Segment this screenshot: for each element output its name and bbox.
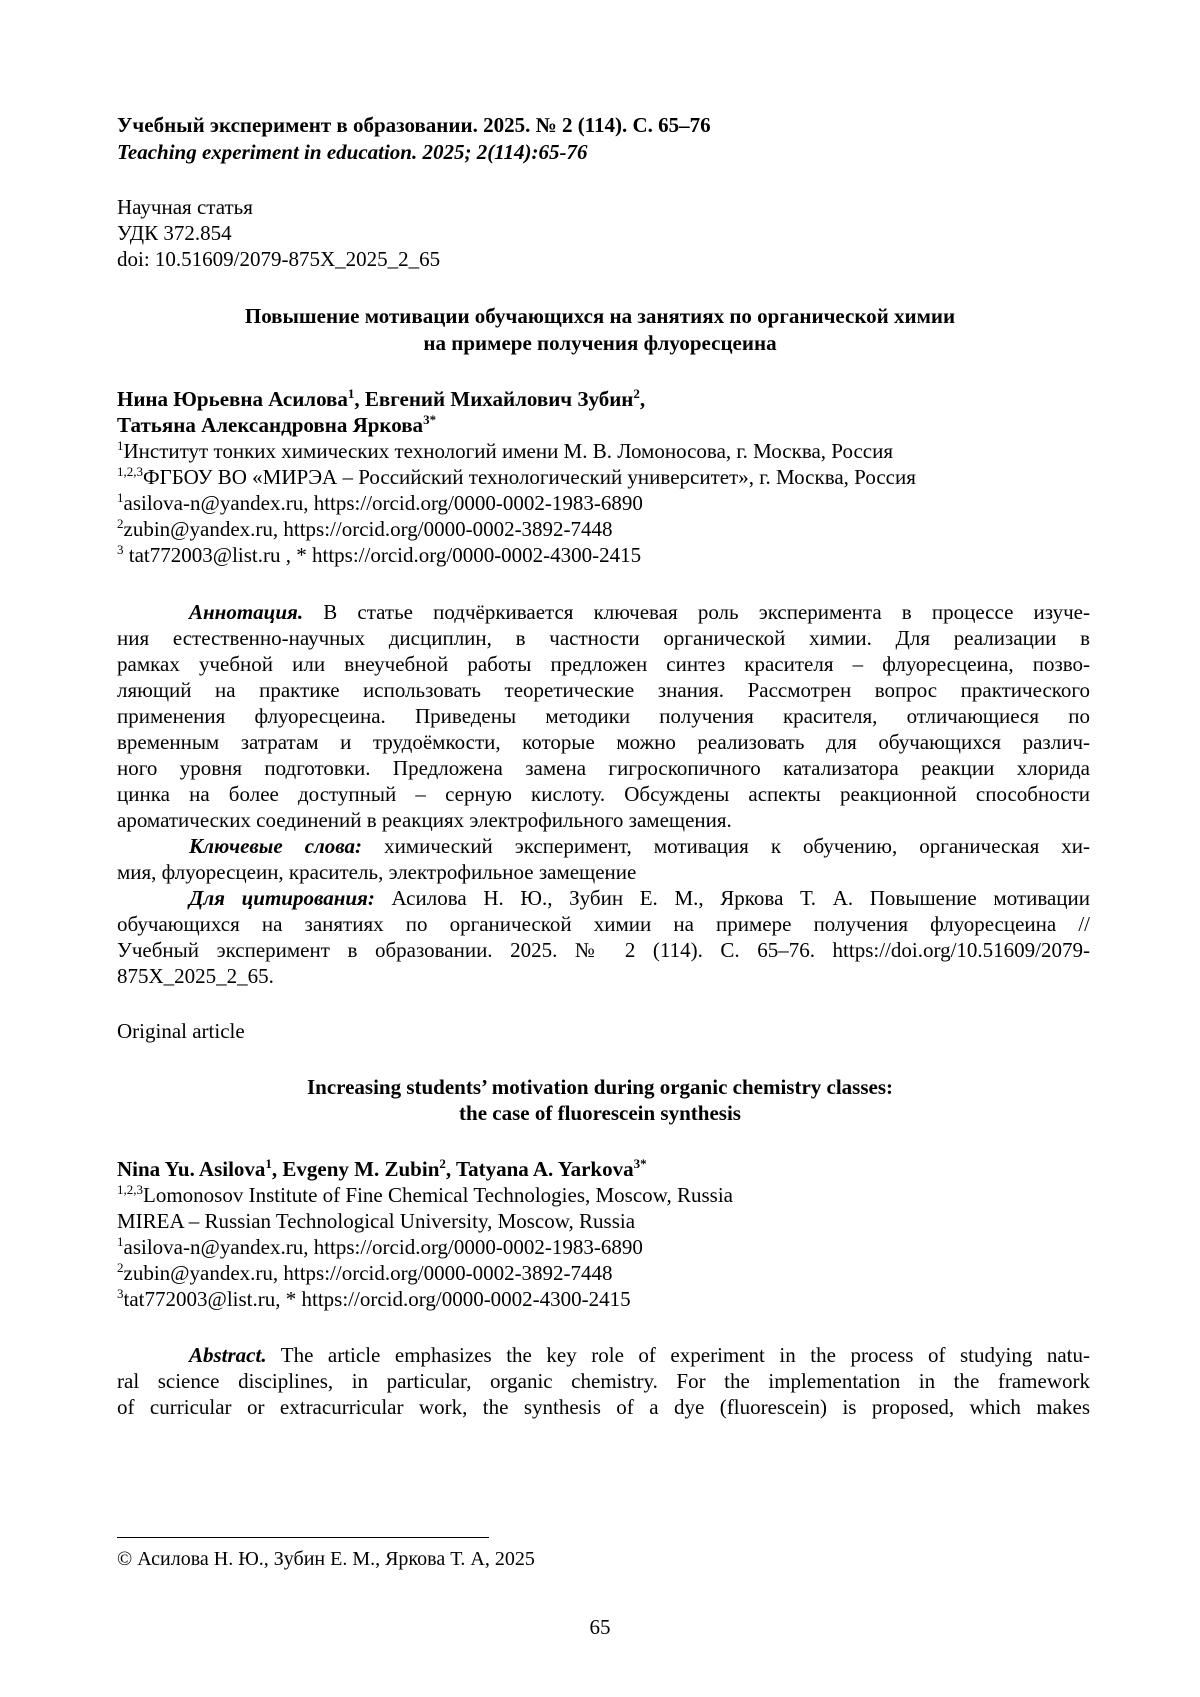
affiliation-ru — [117, 438, 893, 464]
citation-line: обучающихся на занятиях по органической химии на примере получения флуоресцеина // — [117, 912, 1090, 936]
abstract-ru-line: цинка на более доступный – серную кислоту. Обсуждены аспекты реакционной способности — [117, 782, 1090, 806]
article-type-en: Original article — [117, 1019, 245, 1043]
affiliation-sup: 2 — [117, 516, 124, 531]
title-ru-line2: на примере получения флуоресцеина — [423, 331, 777, 355]
authors-en: Nina Yu. Asilova$^1$, Evgeny M. Zubin$^2$, Tatyana A. Yarkova$^{3*}$ — [117, 1156, 647, 1181]
affiliation-en — [117, 1208, 635, 1234]
author-sup: 1 — [265, 1156, 272, 1171]
affiliation-text: Институт тонких химических технологий имени М. В. Ломоносова, г. Москва, Россия — [123, 439, 894, 463]
title-en-line2: the case of fluorescein synthesis — [459, 1101, 741, 1125]
title-ru-line1: Повышение мотивации обучающихся на занятиях по органической химии — [244, 304, 956, 328]
doi: doi: 10.51609/2079-875X_2025_2_65 — [117, 247, 441, 271]
affiliation-sup: 1,2,3 — [117, 464, 143, 479]
affiliation-text: tat772003@list.ru, * https://orcid.org/0000-0002-4300-2415 — [123, 1287, 631, 1311]
udk: УДК 372.854 — [117, 221, 232, 245]
affiliation-sup: 1 — [117, 490, 124, 505]
keywords-ru-line: Ключевые слова: химический эксперимент, мотивация к обучению, органическая хи- — [189, 834, 1090, 858]
affiliation-sup: 1 — [117, 1234, 124, 1249]
copyright: © Асилова Н. Ю., Зубин Е. М., Яркова Т. А, 2025 — [117, 1548, 535, 1570]
citation-line: 875X_2025_2_65. — [117, 964, 274, 988]
affiliation-sup: 2 — [117, 1260, 124, 1275]
abstract-ru-line: ароматических соединений в реакциях электрофильного замещения. — [117, 808, 732, 832]
abstract-en-line: Abstract. The article emphasizes the key role of experiment in the process of studying natu- — [189, 1343, 1090, 1367]
affiliation-sup: 1,2,3 — [117, 1182, 143, 1197]
abstract-en-line: ral science disciplines, in particular, organic chemistry. For the implementation in the framework — [117, 1369, 1090, 1393]
abstract-ru-line: Аннотация. В статье подчёркивается ключевая роль эксперимента в процессе изуче- — [189, 600, 1090, 624]
author-name: Нина Юрьевна Асилова — [117, 387, 348, 411]
affiliation-text: ФГБОУ ВО «МИРЭА – Российский технологический университет», г. Москва, Россия — [143, 465, 916, 489]
author-name: Татьяна Александровна Яркова — [117, 413, 424, 437]
citation-label: Для цитирования: — [189, 886, 375, 910]
title-en-line1: Increasing students’ motivation during organic chemistry classes: — [306, 1075, 894, 1099]
abstract-ru-line: ного уровня подготовки. Предложена замена гигроскопичного катализатора реакции хлорида — [117, 756, 1090, 780]
abstract-ru-line: временным затратам и трудоёмкости, которые можно реализовать для обучающихся различ- — [117, 730, 1090, 754]
affiliation-text: zubin@yandex.ru, https://orcid.org/0000-0002-3892-7448 — [123, 1261, 613, 1285]
affiliation-ru — [117, 516, 613, 542]
journal-title-ru: Учебный эксперимент в образовании. 2025. № 2 (114). С. 65–76 — [117, 113, 711, 137]
abstract-ru-line: применения флуоресцеина. Приведены методики получения красителя, отличающиеся по — [117, 704, 1090, 728]
author-name: Евгений Михайлович Зубин — [364, 387, 634, 411]
affiliation-ru — [117, 464, 916, 490]
affiliation-ru — [117, 542, 641, 568]
affiliation-text: zubin@yandex.ru, https://orcid.org/0000-0002-3892-7448 — [123, 517, 613, 541]
abstract-ru-line: рамках учебной или внеучебной работы предложен синтез красителя – флуоресцеина, позво- — [117, 652, 1090, 676]
affiliation-text: Lomonosov Institute of Fine Chemical Technologies, Moscow, Russia — [143, 1183, 733, 1207]
keywords-label-ru: Ключевые слова: — [189, 834, 363, 858]
author-name: Nina Yu. Asilova — [117, 1157, 266, 1181]
abstract-ru-line: ляющий на практике использовать теоретические знания. Рассмотрен вопрос практического — [117, 678, 1090, 702]
affiliation-text: tat772003@list.ru , * https://orcid.org/0000-0002-4300-2415 — [123, 543, 642, 567]
affiliation-sup: 3 — [117, 542, 124, 557]
abstract-label-ru: Аннотация. — [189, 600, 304, 624]
affiliation-en — [117, 1286, 631, 1312]
keywords-ru-line: мия, флуоресцеин, краситель, электрофильное замещение — [117, 860, 637, 884]
authors-ru-line1: Нина Юрьевна Асилова$^1$, Евгений Михайлович Зубин$^2$, — [117, 386, 646, 411]
citation-line: Учебный эксперимент в образовании. 2025. № 2 (114). С. 65–76. https://doi.org/10.51609/2079- — [117, 938, 1090, 962]
affiliation-ru — [117, 490, 643, 516]
abstract-en-line: of curricular or extracurricular work, the synthesis of a dye (fluorescein) is proposed, which makes — [117, 1395, 1090, 1419]
affiliation-sup: 3 — [117, 1286, 124, 1301]
affiliation-text: asilova-n@yandex.ru, https://orcid.org/0000-0002-1983-6890 — [123, 1235, 643, 1259]
footnote-divider — [117, 1537, 489, 1538]
abstract-ru-line: ния естественно-научных дисциплин, в частности органической химии. Для реализации в — [117, 626, 1090, 650]
author-name: Evgeny M. Zubin — [282, 1157, 440, 1181]
affiliation-text: asilova-n@yandex.ru, https://orcid.org/0000-0002-1983-6890 — [123, 491, 643, 515]
page-number: 65 — [589, 1615, 611, 1639]
abstract-label-en: Abstract. — [189, 1343, 267, 1367]
affiliation-en — [117, 1234, 643, 1260]
citation-line: Для цитирования: Асилова Н. Ю., Зубин Е. М., Яркова Т. А. Повышение мотивации — [189, 886, 1091, 910]
author-name: Tatyana A. Yarkova — [456, 1157, 634, 1181]
article-type-ru: Научная статья — [117, 195, 253, 219]
affiliation-text: MIREA – Russian Technological University, Moscow, Russia — [117, 1209, 636, 1233]
journal-title-en: Teaching experiment in education. 2025; 2(114):65-76 — [117, 140, 588, 164]
affiliation-en — [117, 1182, 733, 1208]
author-sup: 2 — [439, 1156, 446, 1171]
author-sup: 1 — [347, 386, 355, 401]
affiliation-sup: 1 — [117, 438, 124, 453]
affiliation-en — [117, 1260, 613, 1286]
author-sup: 2 — [633, 386, 640, 401]
authors-ru-line2 — [117, 412, 436, 438]
author-sup: 3* — [423, 412, 437, 427]
author-sup: 3* — [633, 1156, 647, 1171]
